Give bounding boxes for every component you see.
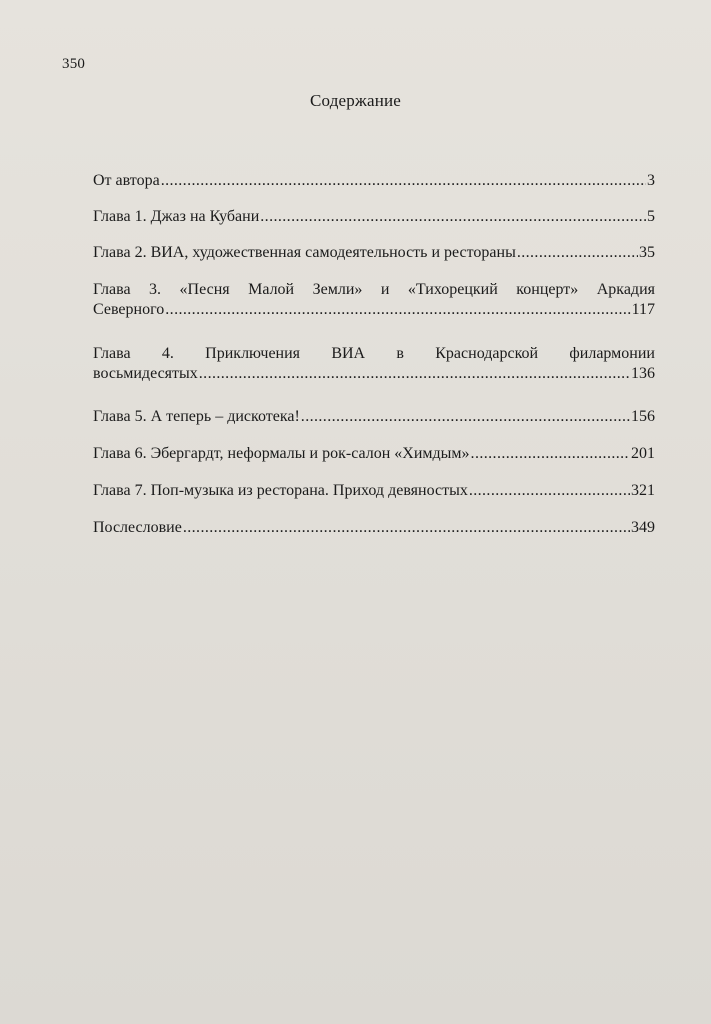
toc-entry-title: Глава 1. Джаз на Кубани — [93, 208, 260, 225]
toc-entry-page: 321 — [631, 482, 655, 499]
toc-entry-title: Глава 6. Эбергардт, неформалы и рок-салон «Химдым» — [93, 445, 470, 462]
toc-entry-afterword — [93, 518, 655, 538]
toc-entry-line2 — [93, 300, 655, 320]
toc-entry-title-line1: Глава 4. Приключения ВИА в Краснодарской филармонии — [93, 345, 655, 362]
toc-entry-chapter-5 — [93, 407, 655, 427]
toc-leader-dots — [199, 364, 630, 384]
toc-leader-dots — [165, 300, 630, 320]
toc-entry-page: 5 — [647, 208, 655, 225]
toc-entry-chapter-6 — [93, 444, 655, 464]
page-number: 350 — [62, 56, 86, 72]
toc-entry-chapter-1 — [93, 207, 655, 227]
toc-entry-chapter-4 — [93, 344, 655, 384]
toc-entry-title: От автора — [93, 172, 160, 189]
toc-leader-dots — [183, 518, 630, 538]
toc-entry-foreword — [93, 171, 655, 191]
toc-leader-dots — [471, 444, 630, 464]
toc-entry-page: 3 — [647, 172, 655, 189]
toc-leader-dots — [517, 243, 638, 263]
toc-entry-title: Послесловие — [93, 519, 182, 536]
toc-entry-page: 35 — [639, 244, 655, 261]
toc-entry-page: 201 — [631, 445, 655, 462]
toc-entry-page: 136 — [631, 365, 655, 382]
toc-entry-title-line2: восьмидесятых — [93, 365, 198, 382]
toc-entry-title: Глава 5. А теперь – дискотека! — [93, 408, 300, 425]
toc-entry-chapter-7 — [93, 481, 655, 501]
toc-leader-dots — [260, 207, 646, 227]
toc-entry-title-line1: Глава 3. «Песня Малой Земли» и «Тихорецкий концерт» Аркадия — [93, 281, 655, 298]
toc-leader-dots — [161, 171, 646, 191]
toc-entry-chapter-3 — [93, 280, 655, 320]
toc-entry-page: 349 — [631, 519, 655, 536]
page-title: Содержание — [309, 91, 402, 110]
toc-leader-dots — [301, 407, 630, 427]
toc-entry-chapter-2 — [93, 243, 655, 263]
toc-entry-line2 — [93, 364, 655, 384]
toc-entry-page: 117 — [631, 301, 655, 318]
toc-entry-title-line2: Северного — [93, 301, 165, 318]
toc-entry-title: Глава 7. Поп-музыка из ресторана. Приход девяностых — [93, 482, 468, 499]
toc-leader-dots — [469, 481, 630, 501]
toc-entry-title: Глава 2. ВИА, художественная самодеятельность и рестораны — [93, 244, 516, 261]
toc-entry-page: 156 — [631, 408, 655, 425]
